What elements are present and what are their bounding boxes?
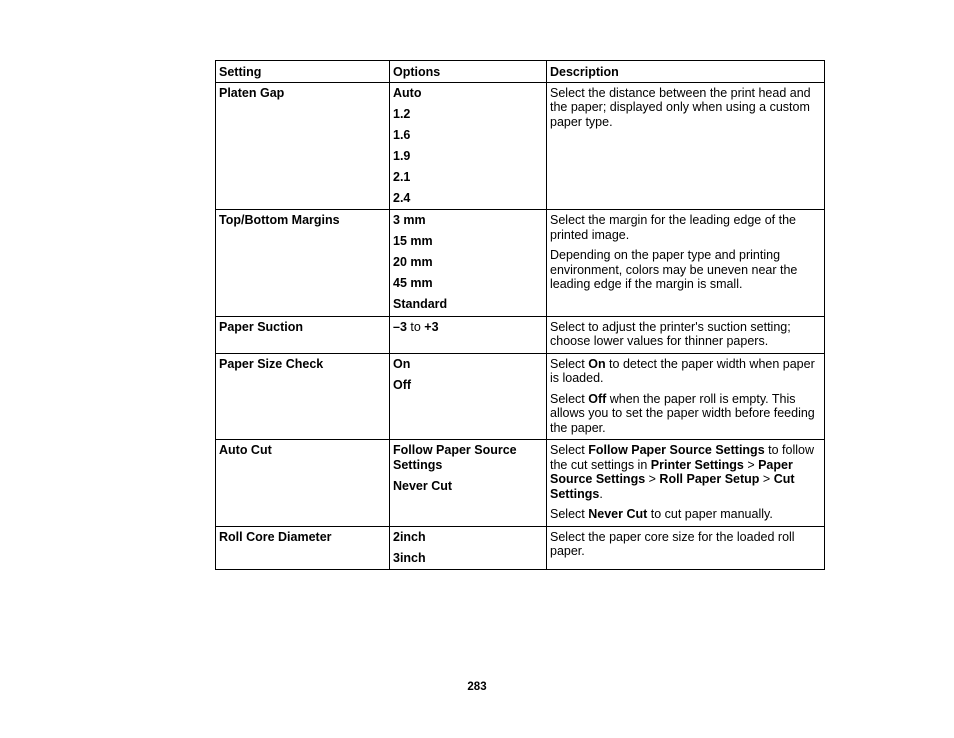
option-value: 2inch — [393, 529, 426, 544]
option-value: 1.9 — [393, 148, 411, 163]
options-cell — [390, 316, 547, 353]
option-value: 3inch — [393, 550, 426, 565]
description-text: Select Off when the paper roll is empty. This allows you to set the paper width before feeding the paper. — [550, 391, 819, 435]
description-cell — [547, 526, 825, 570]
option-value: 1.2 — [393, 106, 411, 121]
description-text: Select Follow Paper Source Settings to follow the cut settings in Printer Settings > Paper Source Settings > Roll Paper Setup > Cut Settings. — [550, 443, 818, 501]
table-row — [216, 353, 825, 440]
option-value: 45 mm — [393, 276, 433, 290]
header-setting: Setting — [216, 61, 390, 83]
table-row — [216, 82, 825, 210]
option-value: 15 mm — [393, 234, 433, 248]
option-value: 1.6 — [393, 127, 411, 142]
option-value: 20 mm — [393, 255, 433, 269]
options-cell — [390, 353, 547, 440]
option-value: 2.1 — [393, 169, 411, 184]
description-text: Select Never Cut to cut paper manually. — [550, 507, 773, 521]
options-cell — [390, 210, 547, 317]
description-text: Select the margin for the leading edge of the printed image. — [550, 213, 796, 242]
table-row — [216, 316, 825, 353]
header-description: Description — [547, 61, 825, 83]
range-from: –3 — [393, 319, 407, 334]
options-cell — [390, 440, 547, 527]
header-options: Options — [390, 61, 547, 83]
options-cell — [390, 82, 547, 210]
option-value: Off — [393, 377, 412, 392]
setting-cell: Platen Gap — [216, 82, 390, 210]
options-cell — [390, 526, 547, 570]
option-value: Follow Paper Source Settings — [393, 443, 517, 472]
option-value: 3 mm — [393, 213, 426, 227]
option-value: Standard — [393, 297, 448, 311]
setting-cell: Paper Size Check — [216, 353, 390, 440]
option-value: Never Cut — [393, 478, 453, 493]
description-cell — [547, 82, 825, 210]
setting-cell: Top/Bottom Margins — [216, 210, 390, 317]
description-cell — [547, 440, 825, 527]
option-value: On — [393, 356, 411, 371]
description-cell — [547, 316, 825, 353]
setting-cell: Roll Core Diameter — [216, 526, 390, 570]
range-to: +3 — [424, 319, 439, 334]
setting-cell: Auto Cut — [216, 440, 390, 527]
range-to-word: to — [406, 319, 425, 334]
option-value: 2.4 — [393, 190, 411, 205]
option-range — [393, 320, 543, 335]
table-row — [216, 526, 825, 570]
description-text: Select to adjust the printer's suction setting; choose lower values for thinner papers. — [550, 319, 791, 348]
table-row — [216, 440, 825, 527]
page-number: 283 — [467, 681, 487, 693]
table-header-row — [216, 61, 825, 83]
setting-cell: Paper Suction — [216, 316, 390, 353]
description-text: Select the distance between the print head and the paper; displayed only when using a custom paper type. — [550, 85, 811, 129]
description-text: Select On to detect the paper width when paper is loaded. — [550, 356, 819, 385]
settings-table — [215, 60, 825, 570]
description-cell — [547, 210, 825, 317]
description-text: Depending on the paper type and printing environment, colors may be uneven near the leading edge if the margin is small. — [550, 248, 798, 291]
description-text: Select the paper core size for the loaded roll paper. — [550, 529, 795, 558]
option-value: Auto — [393, 85, 422, 100]
table-row — [216, 210, 825, 317]
description-cell — [547, 353, 825, 440]
